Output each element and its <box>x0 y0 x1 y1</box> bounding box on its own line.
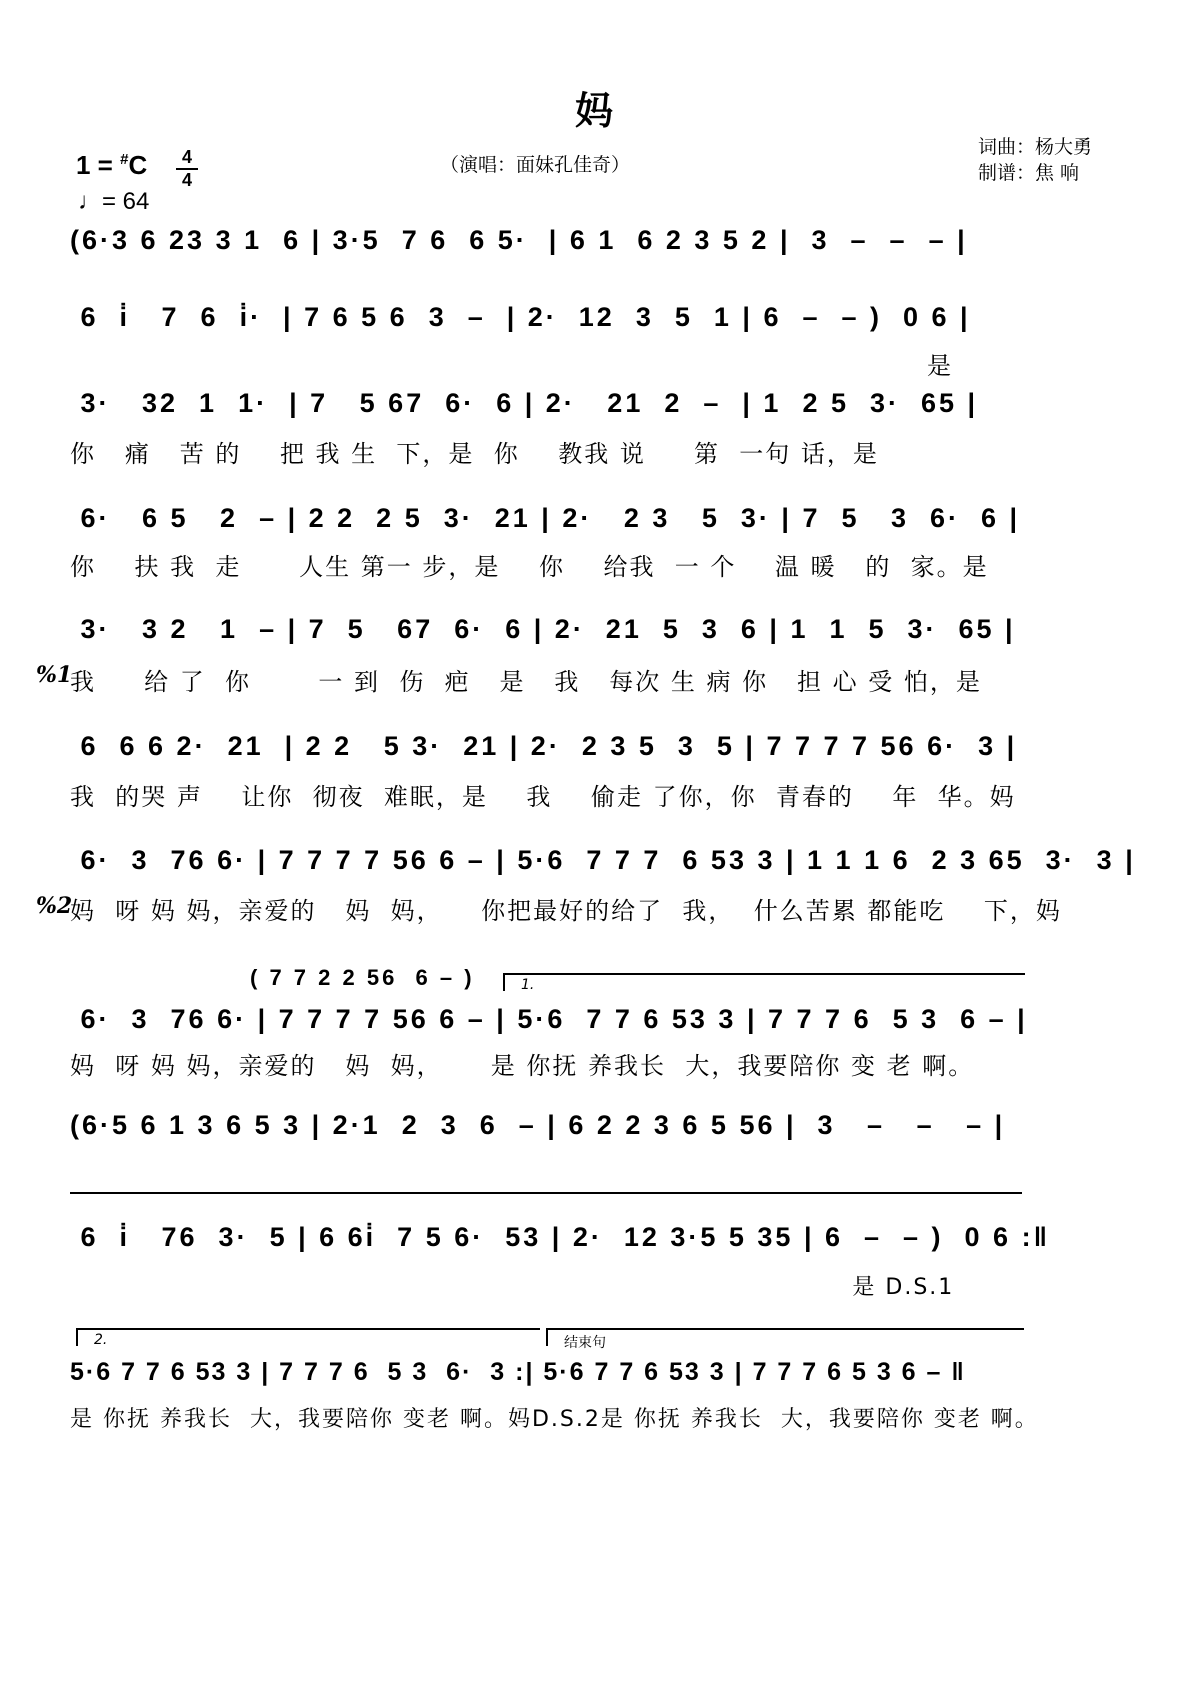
volta-1-bracket <box>503 973 1025 991</box>
tempo-marking: ♩= 64 <box>78 188 150 215</box>
staff-lyrics: 我 给 了 你 一 到 伤 疤 是 我 每次 生 病 你 担 心 受 怕，是 <box>70 668 982 696</box>
staff-notes: 6· 3 76 6· | 7 7 7 7 56 6 – | 5·6 7 7 7 6 53 3 | 1 1 1 6 2 3 65 3· 3 | <box>70 845 1136 875</box>
staff-notes: 6 i̇ 76 3· 5 | 6 6i̇ 7 5 6· 53 | 2· 12 3·5 5 35 | 6 – – ) 0 6 :‖ <box>70 1222 1051 1252</box>
staff-notes: 3· 32 1 1· | 7 5 67 6· 6 | 2· 21 2 – | 1 2 5 3· 65 | <box>70 388 979 418</box>
segno-mark-2: %2 <box>36 893 73 919</box>
repeat-section-line <box>70 1192 1022 1194</box>
staff-notes: 6· 3 76 6· | 7 7 7 7 56 6 – | 5·6 7 7 6 53 3 | 7 7 7 6 5 3 6 – | <box>70 1004 1028 1034</box>
staff-notes: (6·3 6 23 3 1 6 | 3·5 7 6 6 5· | 6 1 6 2 3 5 2 | 3 – – – | <box>70 225 968 255</box>
ending-label: 结束句 <box>564 1335 606 1351</box>
key-prefix: 1 = <box>76 150 121 180</box>
transcriber-credit: 制谱：焦 响 <box>978 162 1080 184</box>
staff-lyrics: 是 D.S.1 <box>70 1275 955 1300</box>
upper-variant-notes: ( 7 7 2 2 56 6 – ) <box>250 965 475 990</box>
staff-lyrics: 妈 呀 妈 妈，亲爱的 妈 妈， 是 你抚 养我长 大，我要陪你 变 老 啊。 <box>70 1052 975 1080</box>
staff-notes: 5·6 7 7 6 53 3 | 7 7 7 6 5 3 6· 3 :| 5·6 7 7 6 53 3 | 7 7 7 6 5 3 6 – ‖ <box>70 1358 966 1386</box>
time-top: 4 <box>181 147 192 167</box>
volta-2-label: 2. <box>94 1332 108 1348</box>
staff-lyrics: 你 痛 苦 的 把 我 生 下，是 你 教我 说 第 一句 话，是 <box>70 440 879 468</box>
volta-2-bracket <box>76 1328 540 1346</box>
key-note: C <box>128 150 148 180</box>
staff-notes: 6 6 6 2· 21 | 2 2 5 3· 21 | 2· 2 3 5 3 5 | 7 7 7 7 56 6· 3 | <box>70 731 1018 761</box>
singer-credit: （演唱：面妹孔佳奇） <box>440 154 631 176</box>
time-bottom: 4 <box>181 170 192 190</box>
staff-notes: 3· 3 2 1 – | 7 5 67 6· 6 | 2· 21 5 3 6 | 1 1 5 3· 65 | <box>70 614 1016 644</box>
staff-notes: 6 i̇ 7 6 i̇· | 7 6 5 6 3 – | 2· 12 3 5 1 | 6 – – ) 0 6 | <box>70 302 971 332</box>
staff-lyrics: 妈 呀 妈 妈，亲爱的 妈 妈， 你把最好的给了 我， 什么苦累 都能吃 下，妈 <box>70 897 1062 925</box>
page-title: 妈 <box>574 88 615 133</box>
time-signature <box>176 148 198 190</box>
staff-lyrics: 是 你抚 养我长 大，我要陪你 变老 啊。妈D.S.2是 你抚 养我长 大，我要陪你 变老 啊。 <box>70 1407 1039 1432</box>
sharp-icon: # <box>120 151 129 168</box>
key-signature <box>76 150 147 181</box>
ending-bracket <box>546 1328 1024 1351</box>
staff-notes: (6·5 6 1 3 6 5 3 | 2·1 2 3 6 – | 6 2 2 3 6 5 56 | 3 – – – | <box>70 1110 1006 1140</box>
segno-mark-1: %1 <box>36 662 73 688</box>
staff-notes: 6· 6 5 2 – | 2 2 2 5 3· 21 | 2· 2 3 5 3· | 7 5 3 6· 6 | <box>70 503 1021 533</box>
staff-lyrics: 是 <box>70 352 953 380</box>
volta-1-label: 1. <box>521 977 535 993</box>
staff-lyrics: 我 的哭 声 让你 彻夜 难眠，是 我 偷走 了你，你 青春的 年 华。妈 <box>70 783 1016 811</box>
staff-lyrics: 你 扶 我 走 人生 第一 步，是 你 给我 一 个 温 暖 的 家。是 <box>70 553 989 581</box>
lyricist-composer-credit: 词曲：杨大勇 <box>978 136 1093 158</box>
